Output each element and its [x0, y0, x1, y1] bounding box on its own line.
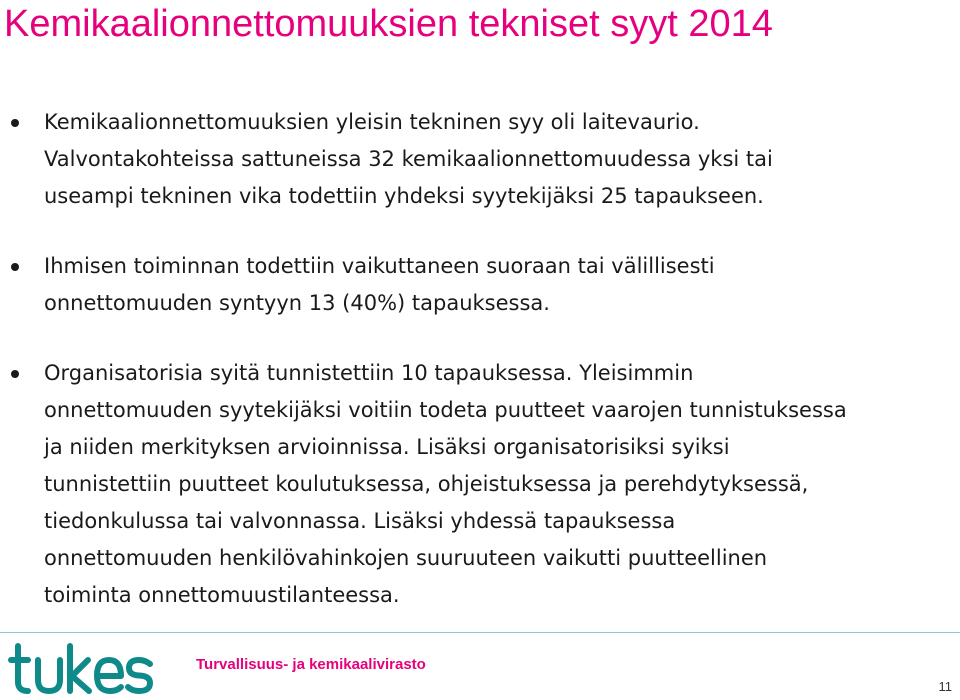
- footer-divider: [0, 632, 960, 633]
- slide-title: Kemikaalionnettomuuksien tekniset syyt 2014: [4, 3, 773, 45]
- bullet-dot-icon: [11, 263, 19, 271]
- bullet-text: Organisatorisia syitä tunnistettiin 10 tapauksessa. Yleisimmin onnettomuuden syytekijäksi voitiin todeta puutteet vaarojen tunnistuksessa ja niiden merkityksen arvioinnissa. Lisäksi organisatorisiksi syiksi tunnistettiin puutteet koulutuksessa, ohjeistuksessa ja perehdytyksessä, tiedonkulussa tai valvonnassa. Lisäksi yhdessä tapauksessa onnettomuuden henkilövahinkojen suuruuteen vaikutti puutteellinen toiminta onnettomuustilanteessa.: [44, 361, 847, 607]
- page-number: 11: [938, 679, 952, 694]
- bullet-item: [0, 248, 960, 322]
- bullet-dot-icon: [11, 119, 19, 127]
- bullet-item: [0, 104, 960, 215]
- bullet-item: [0, 355, 960, 614]
- bullet-text: Kemikaalionnettomuuksien yleisin tekninen syy oli laitevaurio. Valvontakohteissa sattuneissa 32 kemikaalionnettomuudessa yksi tai useampi tekninen vika todettiin yhdeksi syytekijäksi 25 tapaukseen.: [44, 110, 773, 208]
- agency-name: Turvallisuus- ja kemikaalivirasto: [196, 656, 426, 673]
- bullet-dot-icon: [11, 370, 19, 378]
- tukes-logo: [8, 640, 156, 696]
- bullet-text: Ihmisen toiminnan todettiin vaikuttaneen suoraan tai välillisesti onnettomuuden syntyyn 13 (40%) tapauksessa.: [44, 254, 715, 315]
- bullet-list: [0, 104, 960, 614]
